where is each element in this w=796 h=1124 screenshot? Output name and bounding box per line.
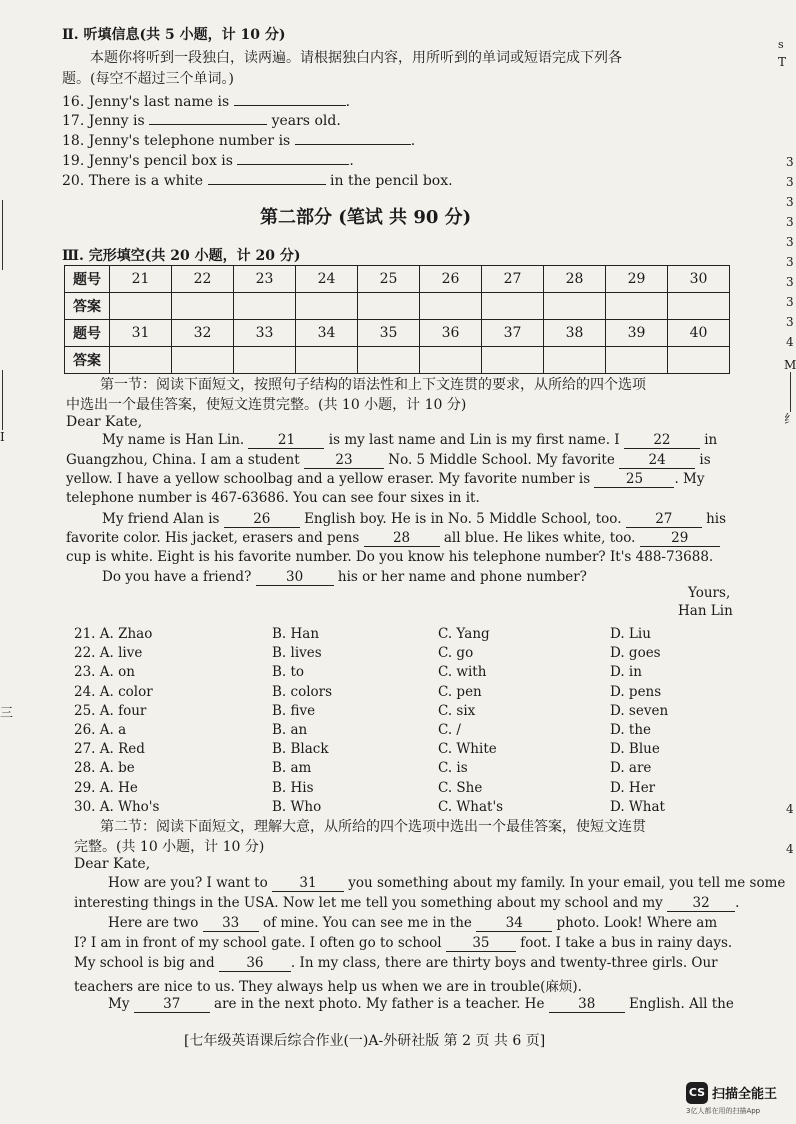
option-b[interactable]: B. Who: [272, 798, 322, 815]
passage-text: Do you have a friend?: [102, 569, 252, 585]
passage-2-line-3: [108, 915, 717, 932]
question-number-cell: 34: [296, 320, 358, 347]
answer-cell[interactable]: [544, 293, 606, 320]
part-1-instruction-line2: 中选出一个最佳答案，使短文连贯完整。(共 10 小题，计 10 分): [66, 397, 467, 413]
cloze-blank-34[interactable]: 34: [476, 915, 552, 932]
option-d[interactable]: D. are: [610, 760, 652, 777]
question-number-cell: 32: [172, 320, 234, 347]
passage-text: English boy. He is in No. 5 Middle School, too.: [304, 511, 622, 527]
question-number-cell: 30: [668, 266, 730, 293]
right-edge-bracket: [790, 372, 791, 412]
passage-1-line-5: [102, 511, 726, 528]
answer-blank-19[interactable]: [237, 148, 349, 165]
answer-cell[interactable]: [110, 293, 172, 320]
passage-text: My school is big and: [74, 955, 215, 971]
question-number-cell: 40: [668, 320, 730, 347]
passage-1-line-6: [66, 530, 720, 547]
option-d[interactable]: D. Her: [610, 779, 656, 796]
passage-text: How are you? I want to: [108, 875, 268, 891]
camscanner-name: 扫描全能王: [712, 1087, 778, 1102]
option-row-24: [74, 684, 714, 703]
answer-cell[interactable]: [668, 293, 730, 320]
passage-text: his: [706, 511, 727, 527]
passage-text: photo. Look! Where am: [556, 915, 718, 931]
left-margin-fragment: 三: [0, 706, 14, 721]
answer-blank-17[interactable]: [149, 108, 267, 125]
question-number-cell: 23: [234, 266, 296, 293]
camscanner-tagline: 3亿人都在用的扫描App: [686, 1107, 761, 1115]
passage-2-line-5: [74, 955, 718, 972]
answer-cell[interactable]: [420, 347, 482, 374]
question-19-end: .: [349, 153, 354, 169]
passage-1-line-8: [102, 569, 587, 586]
cloze-blank-26[interactable]: 26: [224, 511, 300, 528]
option-c[interactable]: C. is: [438, 760, 468, 777]
passage-text: English. All the: [629, 996, 734, 1012]
option-b[interactable]: B. colors: [272, 683, 333, 700]
option-a[interactable]: 22. A. live: [74, 645, 143, 662]
passage-2-line-7: [108, 996, 734, 1013]
label-answer: 答案: [65, 293, 110, 320]
question-18: [62, 128, 415, 149]
option-a[interactable]: 25. A. four: [74, 702, 147, 719]
cloze-blank-35[interactable]: 35: [446, 935, 516, 952]
answer-cell[interactable]: [172, 347, 234, 374]
passage-text: My friend Alan is: [102, 511, 220, 527]
option-row-26: [74, 722, 714, 741]
question-18-end: .: [410, 133, 416, 149]
passage-text: foot. I take a bus in rainy days.: [520, 935, 733, 951]
answer-table: [64, 265, 730, 374]
option-b[interactable]: B. to: [272, 664, 305, 681]
option-b[interactable]: B. lives: [272, 645, 322, 662]
answer-cell[interactable]: [606, 347, 668, 374]
passage-1-line-1: [102, 432, 717, 449]
cloze-blank-31[interactable]: 31: [272, 875, 344, 892]
option-a[interactable]: 23. A. on: [74, 664, 135, 681]
right-margin-fragment: T: [778, 55, 787, 69]
passage-1-line-2: [66, 452, 711, 469]
option-a[interactable]: 21. A. Zhao: [74, 626, 153, 642]
right-margin-fragment: 纟: [784, 412, 796, 426]
passage-text: are in the next photo. My father is a teacher. He: [214, 996, 545, 1012]
right-margin-fragment: 3: [786, 215, 794, 229]
question-19: [62, 148, 354, 169]
page-footer: [七年级英语课后综合作业(一)A-外研社版 第 2 页 共 6 页]: [184, 1033, 546, 1049]
answer-cell[interactable]: [544, 347, 606, 374]
section-2-instruction-line2: 题。(每空不超过三个单词。): [62, 71, 234, 87]
option-c[interactable]: C. White: [438, 741, 497, 758]
question-number-cell: 22: [172, 266, 234, 293]
cloze-blank-28[interactable]: 28: [364, 530, 440, 547]
question-20: [62, 168, 453, 189]
option-b[interactable]: B. am: [272, 760, 312, 777]
section-2-instruction-line1: 本题你将听到一段独白，读两遍。请根据独白内容，用所听到的单词或短语完成下列各: [90, 50, 622, 66]
option-d[interactable]: D. goes: [610, 645, 661, 662]
label-question-number: 题号: [65, 320, 110, 347]
answer-blank-18[interactable]: [295, 128, 411, 145]
option-row-28: [74, 760, 714, 779]
passage-2-line-4: [74, 935, 732, 952]
passage-text: interesting things in the USA. Now let me tell you something about my school and my: [74, 895, 663, 911]
right-margin-fragment: 4: [786, 842, 794, 856]
option-c[interactable]: C. six: [438, 702, 476, 719]
cloze-blank-33[interactable]: 33: [203, 915, 259, 932]
question-number-cell: 35: [358, 320, 420, 347]
label-answer: 答案: [65, 347, 110, 374]
right-margin-fragment: 3: [786, 155, 794, 169]
cloze-blank-22[interactable]: 22: [624, 432, 700, 449]
part-1-instruction-line1: 第一节：阅读下面短文，按照句子结构的语法性和上下文连贯的要求，从所给的四个选项: [100, 377, 646, 393]
passage-text: My: [108, 996, 130, 1012]
option-d[interactable]: D. What: [610, 798, 665, 815]
left-margin-fragment: I: [0, 430, 5, 444]
right-margin-fragment: 4: [786, 335, 794, 349]
option-b[interactable]: B. Han: [272, 626, 320, 642]
passage-text: Guangzhou, China. I am a student: [66, 452, 300, 468]
label-question-number: 题号: [65, 266, 110, 293]
question-18-text: 18. Jenny's telephone number is: [62, 133, 291, 149]
table-row-numbers-2: [65, 320, 730, 347]
passage-text: . In my class, there are thirty boys and twenty-three girls. Our: [290, 955, 718, 971]
passage-text: favorite color. His jacket, erasers and pens: [66, 530, 360, 546]
option-row-21: [74, 626, 714, 645]
right-margin-fragment: 3: [786, 195, 794, 209]
right-margin-fragment: 3: [786, 295, 794, 309]
answer-cell[interactable]: [296, 293, 358, 320]
passage-text: Here are two: [108, 915, 199, 931]
cloze-blank-21[interactable]: 21: [248, 432, 324, 449]
question-number-cell: 27: [482, 266, 544, 293]
passage-1-line-4: telephone number is 467-63686. You can see four sixes in it.: [66, 490, 480, 506]
option-row-27: [74, 741, 714, 760]
cloze-blank-23[interactable]: 23: [304, 452, 384, 469]
answer-cell[interactable]: [296, 347, 358, 374]
option-b[interactable]: B. His: [272, 779, 314, 796]
left-edge-bracket: [2, 200, 3, 270]
passage-1-line-3: [66, 471, 705, 488]
camscanner-logo-icon: CS: [686, 1082, 708, 1104]
option-a[interactable]: 27. A. Red: [74, 741, 145, 758]
answer-blank-20[interactable]: [208, 168, 326, 185]
option-row-23: [74, 664, 714, 683]
letter-1-closing: Yours,: [688, 585, 731, 601]
passage-text: his or her name and phone number?: [337, 569, 587, 585]
question-number-cell: 33: [234, 320, 296, 347]
cloze-blank-24[interactable]: 24: [619, 452, 695, 469]
option-d[interactable]: D. seven: [610, 702, 669, 719]
right-margin-fragment: 3: [786, 275, 794, 289]
question-number-cell: 26: [420, 266, 482, 293]
passage-text: in: [704, 432, 718, 448]
passage-2-line-2: [74, 895, 739, 912]
question-16-text: 16. Jenny's last name is: [62, 94, 230, 110]
answer-cell[interactable]: [234, 347, 296, 374]
passage-text: I? I am in front of my school gate. I often go to school: [74, 935, 442, 951]
option-d[interactable]: D. Liu: [610, 626, 651, 642]
part-2-instruction-line2: 完整。(共 10 小题，计 10 分): [74, 839, 265, 855]
question-number-cell: 28: [544, 266, 606, 293]
option-c[interactable]: C. /: [438, 721, 461, 738]
question-20-end: in the pencil box.: [330, 173, 453, 189]
passage-text: No. 5 Middle School. My favorite: [388, 452, 615, 468]
answer-cell[interactable]: [358, 347, 420, 374]
answer-cell[interactable]: [668, 347, 730, 374]
question-16-end: .: [345, 94, 351, 110]
passage-text: of mine. You can see me in the: [262, 915, 472, 931]
option-b[interactable]: B. Black: [272, 741, 329, 758]
answer-cell[interactable]: [482, 347, 544, 374]
option-d[interactable]: D. the: [610, 721, 652, 738]
right-margin-fragment: 3: [786, 255, 794, 269]
passage-text: .: [735, 895, 740, 911]
right-margin-fragment: 4: [786, 802, 794, 816]
question-16: [62, 89, 350, 110]
option-c[interactable]: C. What's: [438, 798, 504, 815]
passage-text: . My: [674, 471, 705, 487]
left-edge-bracket: [2, 370, 3, 430]
question-17-end: years old.: [271, 113, 341, 129]
passage-text: you something about my family. In your email, you tell me some: [348, 875, 786, 891]
question-17-text: 17. Jenny is: [62, 113, 145, 129]
cloze-blank-30[interactable]: 30: [256, 569, 334, 586]
passage-text: yellow. I have a yellow schoolbag and a yellow eraser. My favorite number is: [66, 471, 591, 487]
option-b[interactable]: B. five: [272, 702, 316, 719]
option-row-29: [74, 780, 714, 799]
question-20-text: 20. There is a white: [62, 173, 204, 189]
cloze-blank-38[interactable]: 38: [549, 996, 625, 1013]
question-number-cell: 36: [420, 320, 482, 347]
option-d[interactable]: D. Blue: [610, 741, 660, 758]
option-d[interactable]: D. pens: [610, 683, 662, 700]
right-margin-fragment: 3: [786, 235, 794, 249]
cloze-blank-32[interactable]: 32: [667, 895, 735, 912]
table-row-answers-1: [65, 293, 730, 320]
option-a[interactable]: 30. A. Who's: [74, 798, 160, 815]
section-3-title: Ⅲ. 完形填空(共 20 小题，计 20 分): [62, 248, 301, 264]
question-number-cell: 39: [606, 320, 668, 347]
passage-2-line-1: [108, 875, 785, 892]
right-margin-fragment: 3: [786, 315, 794, 329]
part-2-title: 第二部分 (笔试 共 90 分): [260, 207, 472, 228]
letter-2-greeting: Dear Kate,: [74, 856, 151, 872]
question-19-text: 19. Jenny's pencil box is: [62, 153, 233, 169]
passage-2-line-6: teachers are nice to us. They always help us when we are in trouble(麻烦).: [74, 979, 582, 995]
option-row-25: [74, 703, 714, 722]
answer-cell[interactable]: [234, 293, 296, 320]
option-d[interactable]: D. in: [610, 664, 642, 681]
option-c[interactable]: C. pen: [438, 683, 482, 700]
answer-cell[interactable]: [606, 293, 668, 320]
option-c[interactable]: C. Yang: [438, 626, 490, 642]
passage-text: all blue. He likes white, too.: [443, 530, 636, 546]
letter-1-greeting: Dear Kate,: [66, 414, 143, 430]
cloze-blank-25[interactable]: 25: [594, 471, 674, 488]
option-a[interactable]: 24. A. color: [74, 683, 153, 700]
question-number-cell: 31: [110, 320, 172, 347]
question-number-cell: 38: [544, 320, 606, 347]
option-b[interactable]: B. an: [272, 721, 308, 738]
option-a[interactable]: 28. A. be: [74, 760, 135, 777]
option-a[interactable]: 26. A. a: [74, 721, 127, 738]
option-c[interactable]: C. She: [438, 779, 483, 796]
question-number-cell: 25: [358, 266, 420, 293]
option-row-22: [74, 645, 714, 664]
passage-1-line-7: cup is white. Eight is his favorite number. Do you know his telephone number? It's 488-73688.: [66, 549, 714, 565]
cloze-blank-27[interactable]: 27: [626, 511, 702, 528]
options-list: [74, 626, 714, 818]
question-number-cell: 29: [606, 266, 668, 293]
passage-text: is my last name and Lin is my first name. I: [328, 432, 620, 448]
option-c[interactable]: C. go: [438, 645, 474, 662]
letter-1-signature: Han Lin: [678, 603, 733, 619]
answer-cell[interactable]: [482, 293, 544, 320]
answer-blank-16[interactable]: [234, 89, 346, 106]
table-row-numbers-1: [65, 266, 730, 293]
answer-cell[interactable]: [172, 293, 234, 320]
right-margin-fragment: s: [778, 38, 784, 51]
passage-text: is: [699, 452, 711, 468]
question-number-cell: 37: [482, 320, 544, 347]
question-number-cell: 24: [296, 266, 358, 293]
cloze-blank-36[interactable]: 36: [219, 955, 291, 972]
right-margin-fragment: M: [784, 358, 796, 372]
option-row-30: [74, 799, 714, 818]
question-number-cell: 21: [110, 266, 172, 293]
right-margin-fragment: 3: [786, 175, 794, 189]
cloze-blank-37[interactable]: 37: [134, 996, 210, 1013]
option-c[interactable]: C. with: [438, 664, 487, 681]
answer-cell[interactable]: [420, 293, 482, 320]
part-2-instruction-line1: 第二节：阅读下面短文，理解大意，从所给的四个选项中选出一个最佳答案，使短文连贯: [100, 819, 646, 835]
answer-cell[interactable]: [110, 347, 172, 374]
answer-cell[interactable]: [358, 293, 420, 320]
cloze-blank-29[interactable]: 29: [640, 530, 720, 547]
table-row-answers-2: [65, 347, 730, 374]
passage-text: My name is Han Lin.: [102, 432, 245, 448]
section-2-title: Ⅱ. 听填信息(共 5 小题，计 10 分): [62, 27, 286, 43]
option-a[interactable]: 29. A. He: [74, 779, 138, 796]
question-17: [62, 108, 341, 129]
